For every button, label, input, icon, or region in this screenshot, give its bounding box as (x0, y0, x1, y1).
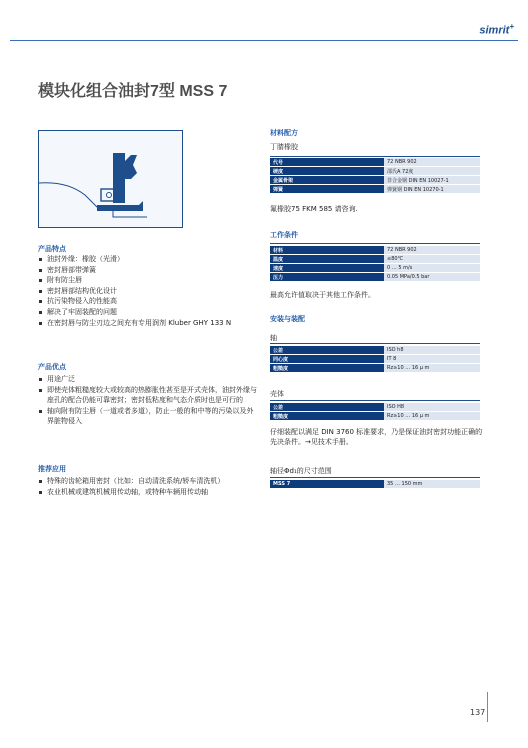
table-key: MSS 7 (270, 480, 384, 489)
table-key: 粗糙度 (270, 412, 384, 421)
table-row (270, 255, 480, 264)
table-row (270, 364, 480, 373)
list-item: 农业机械或建筑机械用传动轴，或特种车辆用传动轴 (38, 487, 260, 498)
table-row (270, 185, 480, 194)
advantages-heading: 产品优点 (38, 363, 66, 371)
table-value: 0 … 5 m/s (384, 264, 480, 273)
table-value: IT 8 (384, 355, 480, 364)
table-rule (270, 156, 480, 157)
table-value: 35 … 150 mm (384, 480, 480, 489)
table-value: Rz≥10 … 16 μ m (384, 412, 480, 421)
table-value: Rz≥10 … 16 μ m (384, 364, 480, 373)
features-list (38, 254, 258, 328)
table-key: 同心度 (270, 355, 384, 364)
size-range-table (270, 480, 480, 489)
brand-logo: simrit+ (479, 22, 514, 37)
table-row (270, 158, 480, 167)
table-row (270, 355, 480, 364)
table-key: 硬度 (270, 167, 384, 176)
table-key: 公差 (270, 346, 384, 355)
list-item: 用途广泛 (38, 374, 258, 385)
page-title: 模块化组合油封7型 MSS 7 (38, 83, 228, 100)
list-item: 轴向附有防尘唇（一道或者多道），防止一般的和中等的污染以及外界脏物侵入 (38, 406, 258, 427)
table-value: 非合金钢 DIN EN 10027-1 (384, 176, 480, 185)
table-key: 速度 (270, 264, 384, 273)
table-value: 72 NBR 902 (384, 158, 480, 167)
list-item: 即使壳体粗糙度较大或较高的热膨胀性甚至是开式壳体，油封外缘与座孔的配合仍能可靠密封；密封低粘度和气态介质时也是可行的 (38, 385, 258, 406)
table-rule (270, 400, 480, 401)
table-key: 材料 (270, 246, 384, 255)
list-item: 抗污染物侵入的性能高 (38, 296, 258, 307)
advantages-list (38, 374, 258, 427)
shaft-table (270, 346, 480, 373)
table-value: ISO h8 (384, 346, 480, 355)
list-item: 密封唇部带弹簧 (38, 265, 258, 276)
size-range-heading: 轴径Φd₁的尺寸范围 (270, 467, 332, 475)
material-heading: 材料配方 (270, 129, 298, 137)
table-rule (270, 243, 480, 244)
table-key: 金属骨架 (270, 176, 384, 185)
table-value: 弹簧钢 DIN EN 10270-1 (384, 185, 480, 194)
table-value: ≤80℃ (384, 255, 480, 264)
work-conditions-table (270, 246, 480, 282)
seal-cross-section-drawing (38, 130, 183, 228)
table-row (270, 480, 480, 489)
table-row (270, 412, 480, 421)
shaft-label: 轴 (270, 334, 277, 342)
table-key: 温度 (270, 255, 384, 264)
table-row (270, 246, 480, 255)
table-value: 邵氏A 72度 (384, 167, 480, 176)
table-value: 72 NBR 902 (384, 246, 480, 255)
table-key: 代号 (270, 158, 384, 167)
work-conditions-heading: 工作条件 (270, 231, 298, 239)
list-item: 特殊的齿轮箱用密封（比如：自动清洗系统/轿车清洗机） (38, 476, 260, 487)
table-key: 粗糙度 (270, 364, 384, 373)
table-row (270, 346, 480, 355)
installation-heading: 安装与装配 (270, 315, 305, 323)
table-row (270, 176, 480, 185)
table-rule (270, 477, 480, 478)
table-row (270, 264, 480, 273)
installation-note: 仔细装配以满足 DIN 3760 标准要求，乃是保证油封密封功能正确的先决条件。→见技术手册。 (270, 428, 483, 446)
list-item: 在密封唇与防尘刃边之间充有专用润剂 Kluber GHY 133 N (38, 318, 258, 329)
table-row (270, 273, 480, 282)
list-item: 解决了牢固装配的问题 (38, 307, 258, 318)
housing-label: 壳体 (270, 390, 284, 398)
housing-table (270, 403, 480, 421)
features-heading: 产品特点 (38, 245, 66, 253)
table-key: 压力 (270, 273, 384, 282)
table-row (270, 167, 480, 176)
work-conditions-note: 最高允许值取决于其他工作条件。 (270, 291, 375, 299)
list-item: 附有防尘唇 (38, 275, 258, 286)
material-table (270, 158, 480, 194)
applications-heading: 推荐应用 (38, 465, 66, 473)
table-rule (270, 343, 480, 344)
footer-divider (487, 692, 488, 722)
table-key: 公差 (270, 403, 384, 412)
page-number: 137 (470, 708, 486, 717)
table-row (270, 403, 480, 412)
list-item: 密封唇部结构优化设计 (38, 286, 258, 297)
table-value: ISO H8 (384, 403, 480, 412)
table-value: 0.05 MPa/0.5 bar (384, 273, 480, 282)
material-note: 氟橡胶75 FKM 585 请咨询. (270, 205, 358, 213)
applications-list (38, 476, 260, 497)
material-subtitle: 丁腈橡胶 (270, 143, 298, 151)
list-item: 油封外缘：橡胶（光滑） (38, 254, 258, 265)
header-rule (10, 40, 518, 41)
table-key: 弹簧 (270, 185, 384, 194)
